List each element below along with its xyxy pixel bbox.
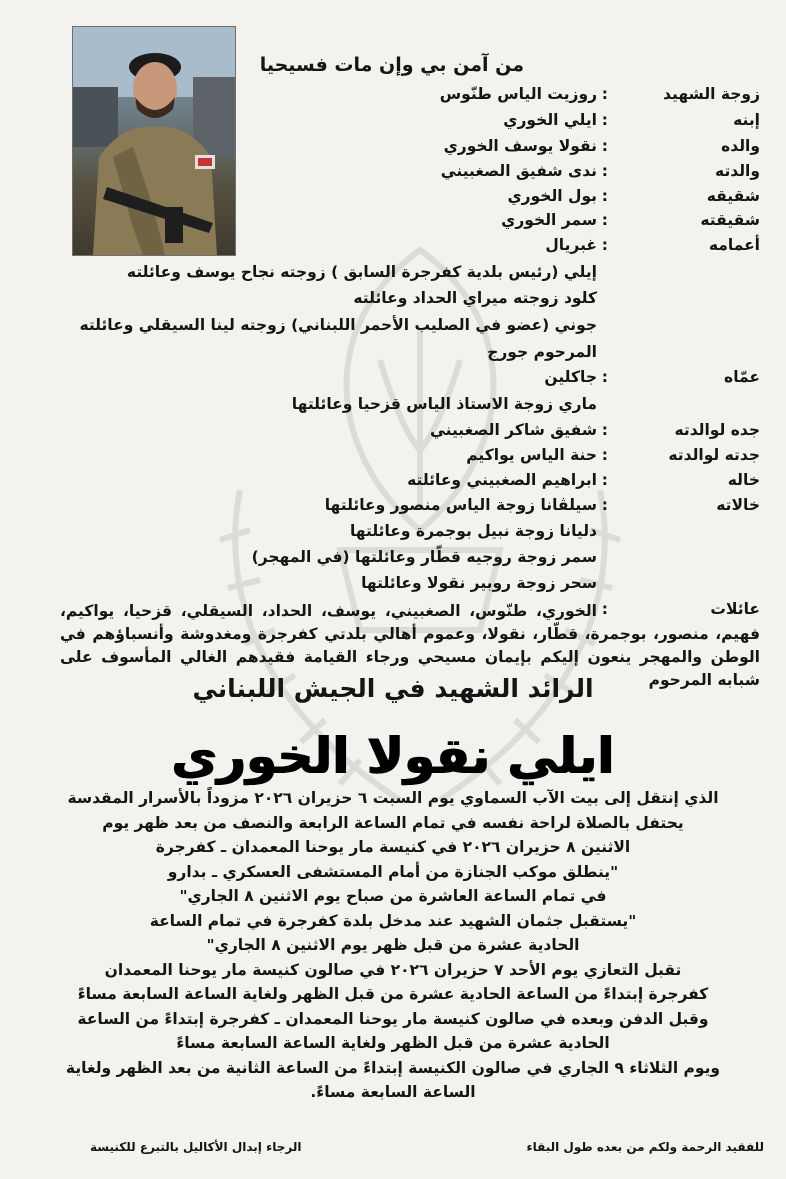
family-label: شقيقته xyxy=(700,211,760,229)
family-value: بول الخوري xyxy=(507,187,597,205)
family-label: زوجة الشهيد xyxy=(663,85,760,103)
family-label: إبنه xyxy=(733,111,760,129)
announcement-line: كفرجرة إبتداءً من الساعة الحادية عشرة من قبل الظهر ولغاية الساعة السابعة مساءً xyxy=(77,985,709,1003)
martyr-name: ايلي نقولا الخوري xyxy=(171,727,615,785)
footer-donation-note: الرجاء إبدال الأكاليل بالتبرع للكنيسة xyxy=(90,1140,302,1154)
announcement-line: الحادية عشرة من قبل ظهر يوم الاثنين ٨ الجاري" xyxy=(206,936,580,954)
colon: : xyxy=(601,368,608,386)
colon: : xyxy=(601,600,608,618)
family-row-sister xyxy=(0,211,786,238)
family-label: أعمامه xyxy=(708,236,760,254)
colon: : xyxy=(601,111,608,129)
announcement-line: "ينطلق موكب الجنازة من أمام المستشفى العسكري ـ بدارو xyxy=(167,862,619,881)
announcement-line: "يستقبل جثمان الشهيد عند مدخل بلدة كفرجرة في تمام الساعة xyxy=(149,911,637,930)
announcement-line: وقبل الدفن وبعده في صالون كنيسة مار يوحنا المعمدان ـ كفرجرة إبتداءً من الساعة xyxy=(77,1009,709,1028)
family-label: شقيقه xyxy=(706,187,760,205)
families-label: عائلات xyxy=(710,600,760,618)
announcement-line: الحادية عشرة من قبل الظهر ولغاية الساعة السابعة مساءً xyxy=(176,1034,610,1052)
family-label: خالاته xyxy=(716,496,760,514)
colon: : xyxy=(601,236,608,254)
uncle-line: جوني (عضو في الصليب الأحمر اللبناني) زوجته لينا السيقلي وعائلته xyxy=(79,316,597,334)
family-row-son xyxy=(0,111,786,138)
uncle-line: إيلي (رئيس بلدية كفرجرة السابق ) زوجته نجاح يوسف وعائلته xyxy=(126,263,597,281)
announcement-line: الذي إنتقل إلى بيت الآب السماوي يوم السبت ٦ حزيران ٢٠٢٦ مزوداً بالأسرار المقدسة xyxy=(67,789,719,807)
maternal-aunt-line: سمر زوجة روجيه قطّار وعائلتها (في المهجر) xyxy=(251,548,597,566)
colon: : xyxy=(601,421,608,439)
family-value: جاكلين xyxy=(544,368,597,386)
family-value: ابراهيم الصغبيني وعائلته xyxy=(407,471,597,489)
announcement-line: في تمام الساعة العاشرة من صباح يوم الاثنين ٨ الجاري" xyxy=(179,887,607,905)
announcement-line: الساعة السابعة مساءً. xyxy=(310,1083,476,1101)
family-label: والدته xyxy=(715,162,760,180)
footer-condolence: للفقيد الرحمة ولكم من بعده طول البقاء xyxy=(526,1140,764,1154)
family-value: سمر الخوري xyxy=(501,211,597,229)
family-label: جدته لوالدته xyxy=(668,446,760,464)
maternal-aunt-line: دليانا زوجة نبيل بوجمرة وعائلتها xyxy=(349,522,597,540)
family-row-brother xyxy=(0,187,786,214)
colon: : xyxy=(601,496,608,514)
family-row-mother xyxy=(0,162,786,189)
announcement-line: تقبل التعازي يوم الأحد ٧ حزيران ٢٠٢٦ في صالون كنيسة مار يوحنا المعمدان xyxy=(104,960,682,979)
uncle-line: كلود زوجته ميراي الحداد وعائلته xyxy=(353,289,597,307)
family-row-wife xyxy=(0,85,786,112)
family-row-maternal-grandfather xyxy=(0,421,786,448)
colon: : xyxy=(601,137,608,155)
family-row-maternal-uncle xyxy=(0,471,786,498)
family-label: عمّاه xyxy=(724,368,760,386)
maternal-aunt-line: سحر زوجة روبير نقولا وعائلتها xyxy=(361,574,597,592)
colon: : xyxy=(601,471,608,489)
family-value: ايلي الخوري xyxy=(503,111,597,129)
family-row-father xyxy=(0,137,786,164)
martyr-rank: الرائد الشهيد في الجيش اللبناني xyxy=(192,674,594,703)
aunt-line: ماري زوجة الاستاذ الياس قزحيا وعائلتها xyxy=(291,395,597,413)
colon: : xyxy=(601,211,608,229)
family-value: ندى شفيق الصغبيني xyxy=(440,162,597,180)
family-value: روزيت الياس طنّوس xyxy=(439,85,597,103)
family-row-uncles xyxy=(0,236,786,263)
family-value: شفيق شاكر الصغبيني xyxy=(429,421,597,439)
family-value: حنة الياس يواكيم xyxy=(466,446,597,464)
colon: : xyxy=(601,162,608,180)
colon: : xyxy=(601,85,608,103)
announcement-line: يحتفل بالصلاة لراحة نفسه في تمام الساعة الرابعة والنصف من بعد ظهر يوم xyxy=(102,813,684,832)
family-row-maternal-aunts xyxy=(0,496,786,523)
family-label: والده xyxy=(721,137,760,155)
family-value: نقولا يوسف الخوري xyxy=(443,137,597,155)
families-text: الخوري، طنّوس، الصغبيني، يوسف، الحداد، السيقلي، قزحيا، يواكيم، فهيم، منصور، بوجمرة، قطّار، نقولا، وعموم أهالي بلدتي كفرجرة ومغدوشة وأنسباؤهم في الوطن والمهجر ينعون إليكم بإيمان مسيحي ورجاء القيامة فقيدهم الغالي المأسوف على شبابه المرحوم xyxy=(60,602,760,689)
family-row-paternal-aunts xyxy=(0,368,786,395)
family-label: خاله xyxy=(727,471,760,489)
family-row-maternal-grandmother xyxy=(0,446,786,473)
announcement-line: ويوم الثلاثاء ٩ الجاري في صالون الكنيسة إبتداءً من الساعة الثانية من بعد الظهر ولغاية xyxy=(65,1058,721,1077)
announcement-line: الاثنين ٨ حزيران ٢٠٢٦ في كنيسة مار يوحنا المعمدان ـ كفرجرة xyxy=(155,838,631,856)
bible-verse: من آمن بي وإن مات فسيحيا xyxy=(259,54,524,76)
funeral-announcement xyxy=(30,786,756,1105)
colon: : xyxy=(601,187,608,205)
colon: : xyxy=(601,446,608,464)
uncle-line: المرحوم جورج xyxy=(487,343,597,361)
family-value: سيلڤانا زوجة الياس منصور وعائلتها xyxy=(324,496,597,514)
family-label: جده لوالدته xyxy=(674,421,760,439)
family-value: غبريال xyxy=(545,236,597,254)
